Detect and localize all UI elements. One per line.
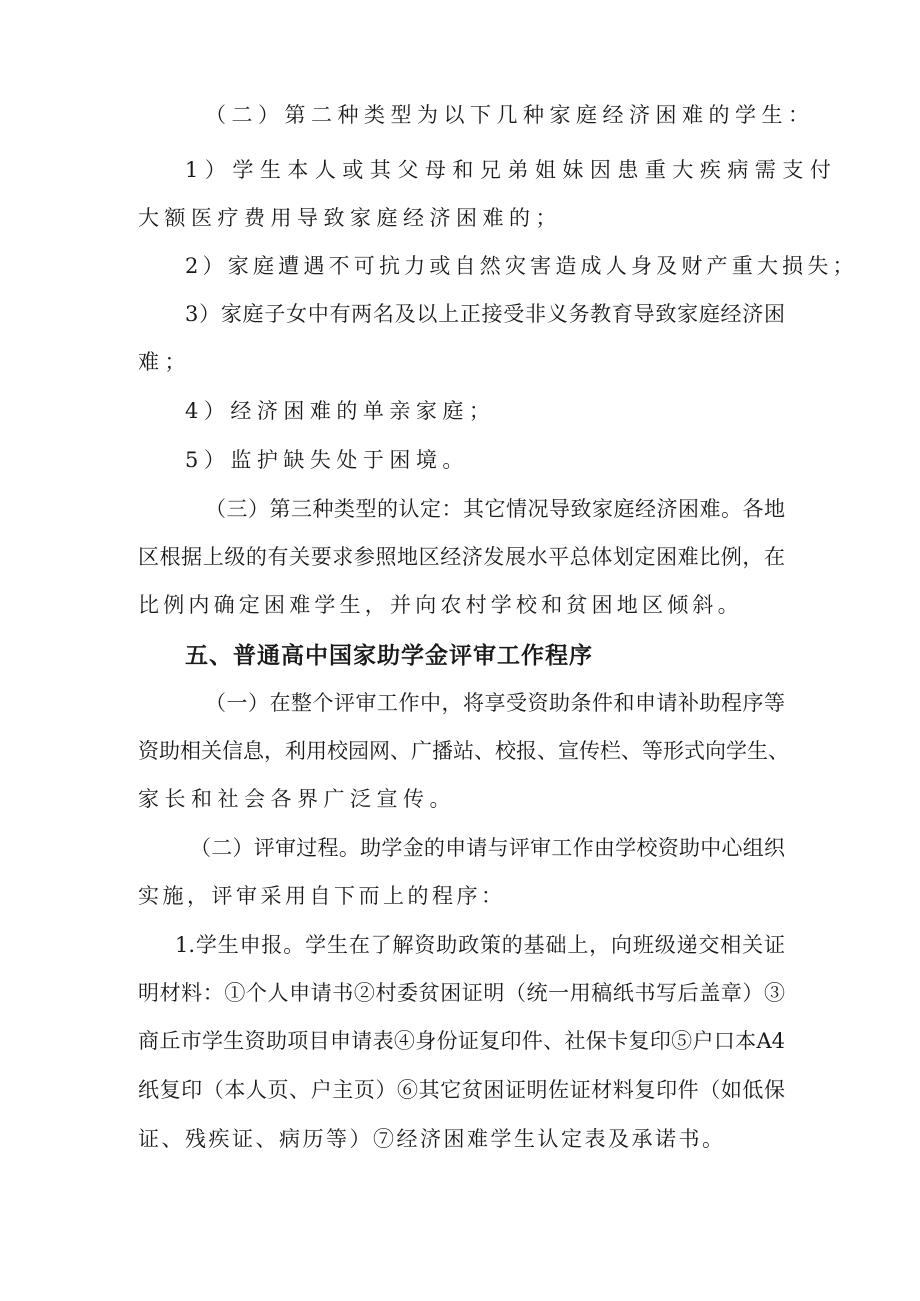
para-line: 资助相关信息，利用校园网、广播站、校报、宣传栏、等形式向学生、 xyxy=(138,739,789,763)
para-line: （二）第二种类型为以下几种家庭经济困难的学生： xyxy=(205,103,815,127)
para-line: 1.学生申报。学生在了解资助政策的基础上，向班级递交相关证 xyxy=(175,933,785,957)
para-line: 实施，评审采用自下而上的程序： xyxy=(138,884,506,908)
para-line: （二）评审过程。助学金的申请与评审工作由学校资助中心组织 xyxy=(190,836,785,860)
para-line: （三）第三种类型的认定：其它情况导致家庭经济困难。各地 xyxy=(205,497,785,521)
para-line: 2）家庭遭遇不可抗力或自然灾害造成人身及财产重大损失； xyxy=(185,254,858,278)
para-line: 商丘市学生资助项目申请表④身份证复印件、社保卡复印⑤户口本A4 xyxy=(138,1029,785,1053)
para-line: 明材料：①个人申请书②村委贫困证明（统一用稿纸书写后盖章）③ xyxy=(138,981,785,1005)
para-line: 难； xyxy=(138,350,191,374)
para-line: 1）学生本人或其父母和兄弟姐妹因患重大疾病需支付 xyxy=(185,158,838,182)
section-heading: 五、普通高中国家助学金评审工作程序 xyxy=(185,643,593,669)
para-line: 大额医疗费用导致家庭经济困难的； xyxy=(138,206,562,230)
para-line: 证、残疾证、病历等）⑦经济困难学生认定表及承诺书。 xyxy=(138,1127,726,1151)
para-line: 家长和社会各界广泛宣传。 xyxy=(138,787,456,811)
para-line: 3）家庭子女中有两名及以上正接受非义务教育导致家庭经济困 xyxy=(185,302,785,326)
para-line: （一）在整个评审工作中，将享受资助条件和申请补助程序等 xyxy=(205,691,785,715)
para-line: 4）经济困难的单亲家庭； xyxy=(185,399,496,423)
para-line: 比例内确定困难学生，并向农村学校和贫困地区倾斜。 xyxy=(138,593,743,617)
para-line: 纸复印（本人页、户主页）⑥其它贫困证明佐证材料复印件（如低保 xyxy=(138,1078,785,1102)
para-line: 区根据上级的有关要求参照地区经济发展水平总体划定困难比例，在 xyxy=(138,545,785,569)
para-line: 5）监护缺失处于困境。 xyxy=(185,448,469,472)
